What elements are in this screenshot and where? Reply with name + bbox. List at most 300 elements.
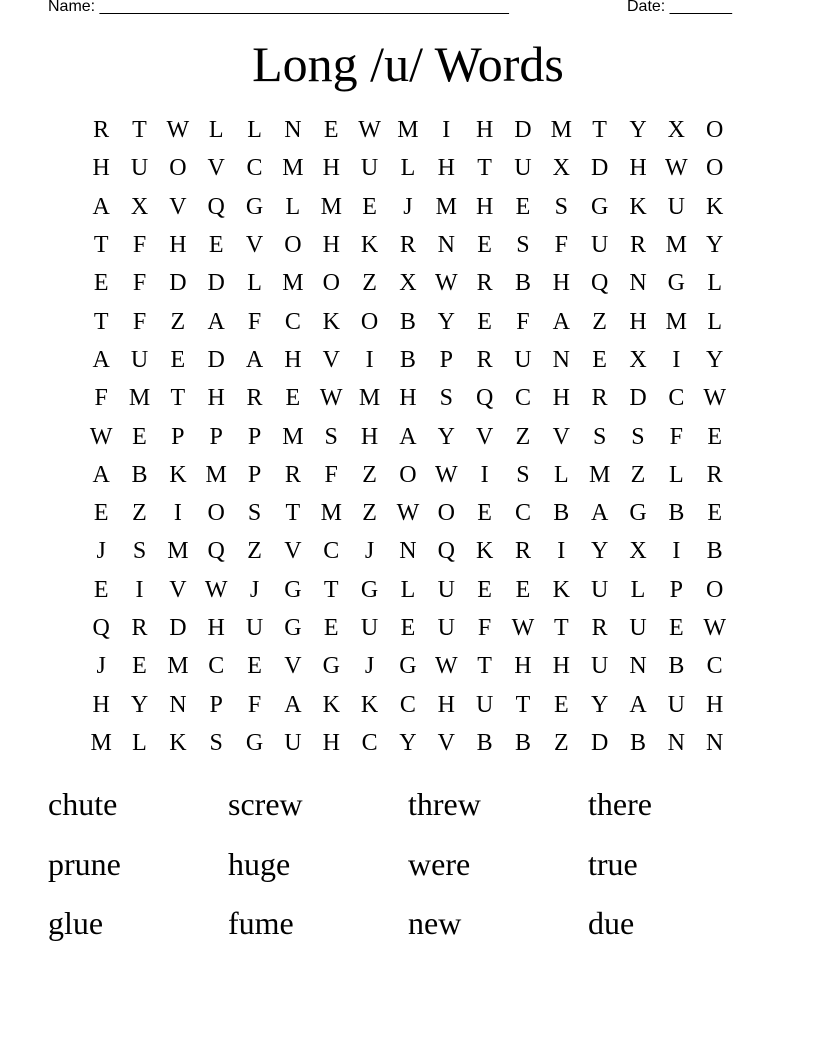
grid-letter: V	[437, 729, 455, 756]
page-title: Long /u/ Words	[252, 36, 564, 92]
grid-letter: I	[442, 117, 451, 144]
grid-letter: R	[476, 346, 493, 373]
grid-letter: C	[323, 538, 340, 565]
grid-letter: Q	[207, 538, 225, 565]
grid-row	[82, 417, 734, 455]
grid-letter: Q	[92, 615, 110, 641]
grid-letter: H	[552, 385, 570, 412]
grid-row	[82, 609, 734, 647]
word-bank-item: there	[588, 786, 652, 822]
grid-letter: I	[672, 346, 681, 373]
grid-letter: E	[362, 193, 377, 220]
grid-row	[82, 494, 734, 532]
word-search-grid	[82, 111, 734, 762]
grid-letter: Y	[706, 346, 724, 373]
grid-letter: T	[477, 653, 492, 680]
grid-letter: Q	[590, 270, 609, 297]
grid-letter: S	[324, 423, 338, 450]
grid-letter: K	[475, 538, 494, 565]
grid-letter: H	[552, 270, 570, 297]
grid-letter: Z	[515, 423, 531, 450]
grid-letter: F	[94, 385, 108, 412]
grid-letter: K	[322, 691, 340, 718]
grid-letter: N	[629, 270, 647, 297]
grid-letter: N	[629, 653, 647, 680]
grid-letter: K	[169, 729, 187, 756]
grid-letter: B	[668, 500, 685, 527]
grid-letter: N	[667, 729, 685, 756]
grid-letter: D	[207, 270, 225, 297]
grid-letter: Z	[170, 308, 186, 335]
grid-letter: U	[437, 576, 455, 603]
grid-letter: R	[591, 385, 608, 412]
grid-letter: E	[668, 615, 684, 641]
grid-letter: Q	[437, 538, 455, 565]
grid-letter: H	[322, 232, 340, 259]
grid-letter: Y	[590, 691, 609, 718]
grid-letter: X	[399, 270, 417, 297]
grid-letter: X	[629, 538, 647, 565]
grid-letter: P	[209, 691, 223, 718]
grid-letter: H	[92, 691, 110, 718]
grid-letter: R	[131, 615, 148, 641]
grid-row	[82, 571, 734, 609]
grid-letter: M	[282, 155, 304, 182]
grid-letter: X	[629, 346, 647, 373]
grid-letter: W	[434, 653, 458, 680]
grid-letter: E	[477, 500, 492, 527]
grid-letter: G	[322, 653, 340, 680]
grid-letter: B	[553, 500, 570, 527]
grid-letter: N	[437, 232, 455, 259]
grid-letter: H	[92, 155, 110, 182]
grid-letter: Z	[630, 461, 646, 488]
grid-letter: U	[667, 691, 685, 718]
grid-letter: V	[169, 576, 187, 603]
grid-letter: H	[322, 155, 340, 182]
grid-letter: T	[93, 232, 109, 259]
grid-letter: R	[514, 538, 531, 565]
grid-letter: D	[169, 615, 187, 641]
grid-letter: A	[590, 500, 609, 527]
grid-letter: L	[553, 461, 569, 488]
word-bank-item: glue	[48, 905, 104, 941]
grid-letter: O	[284, 232, 302, 259]
grid-letter: H	[629, 155, 647, 182]
grid-letter: C	[399, 691, 416, 718]
grid-letter: J	[364, 538, 375, 565]
grid-letter: A	[629, 691, 647, 718]
grid-letter: R	[284, 461, 301, 488]
grid-letter: U	[629, 615, 647, 641]
grid-letter: O	[207, 500, 225, 527]
grid-row	[82, 647, 734, 685]
grid-letter: R	[476, 270, 493, 297]
grid-letter: D	[590, 729, 609, 756]
grid-letter: V	[245, 232, 264, 259]
grid-letter: H	[437, 691, 455, 718]
grid-letter: E	[707, 423, 722, 450]
grid-letter: O	[322, 270, 340, 297]
word-bank-item: new	[408, 905, 462, 941]
grid-letter: I	[672, 538, 681, 565]
grid-row	[82, 456, 734, 494]
grid-letter: Y	[629, 117, 647, 144]
grid-row	[82, 188, 734, 226]
grid-letter: F	[669, 423, 683, 450]
grid-letter: T	[323, 576, 339, 603]
grid-letter: W	[665, 155, 688, 182]
grid-letter: L	[668, 461, 684, 488]
grid-letter: A	[92, 193, 110, 220]
grid-letter: E	[323, 117, 339, 144]
grid-letter: J	[364, 653, 375, 680]
grid-letter: E	[477, 308, 492, 335]
grid-letter: A	[92, 461, 110, 488]
grid-letter: W	[434, 270, 458, 297]
grid-letter: R	[246, 385, 263, 412]
grid-letter: D	[629, 385, 647, 412]
grid-letter: O	[399, 461, 417, 488]
grid-letter: H	[360, 423, 379, 450]
grid-letter: L	[247, 270, 262, 297]
grid-row	[82, 302, 734, 340]
grid-letter: H	[322, 729, 340, 756]
grid-letter: Z	[362, 500, 377, 527]
grid-letter: G	[360, 576, 379, 603]
word-bank-item: were	[408, 845, 471, 882]
word-bank-item: true	[588, 845, 638, 882]
grid-letter: H	[207, 385, 225, 412]
grid-letter: H	[552, 653, 570, 680]
grid-letter: L	[208, 117, 224, 144]
grid-letter: E	[132, 653, 147, 680]
grid-letter: Q	[207, 193, 225, 220]
word-bank-item: prune	[48, 845, 121, 882]
grid-letter: N	[706, 729, 724, 756]
grid-letter: T	[170, 385, 186, 412]
word-bank	[48, 780, 768, 959]
grid-letter: G	[629, 500, 647, 527]
grid-letter: E	[477, 576, 492, 603]
grid-letter: K	[360, 691, 379, 718]
grid-letter: J	[249, 576, 260, 603]
grid-letter: C	[361, 729, 378, 756]
grid-letter: M	[588, 461, 611, 488]
grid-letter: M	[665, 232, 687, 259]
grid-letter: J	[96, 538, 106, 565]
grid-letter: B	[668, 653, 685, 680]
grid-letter: C	[706, 653, 723, 680]
grid-letter: U	[437, 615, 455, 641]
grid-letter: F	[554, 232, 568, 259]
grid-letter: U	[514, 346, 532, 373]
grid-letter: K	[322, 308, 340, 335]
grid-letter: M	[90, 729, 112, 756]
grid-letter: L	[285, 193, 301, 220]
grid-letter: V	[552, 423, 570, 450]
grid-letter: Y	[399, 729, 417, 756]
grid-letter: W	[703, 385, 726, 412]
grid-letter: L	[400, 155, 416, 182]
grid-letter: H	[169, 232, 187, 259]
grid-letter: P	[209, 423, 223, 450]
grid-letter: V	[475, 423, 494, 450]
grid-letter: R	[93, 117, 110, 144]
grid-letter: F	[324, 461, 338, 488]
name-field-label: Name: ______________________________________________	[48, 0, 509, 15]
grid-letter: C	[284, 308, 301, 335]
grid-letter: G	[590, 193, 609, 220]
grid-row	[82, 379, 734, 417]
grid-letter: Z	[132, 500, 147, 527]
grid-row	[82, 226, 734, 264]
grid-letter: L	[707, 270, 722, 297]
grid-letter: M	[435, 193, 457, 220]
grid-letter: E	[93, 500, 109, 527]
grid-letter: S	[516, 232, 530, 259]
grid-letter: G	[667, 270, 685, 297]
grid-letter: W	[319, 385, 343, 412]
grid-letter: F	[477, 615, 492, 641]
grid-letter: M	[282, 270, 304, 297]
grid-letter: M	[205, 461, 227, 488]
grid-letter: M	[358, 385, 381, 412]
grid-letter: Z	[553, 729, 569, 756]
grid-letter: U	[284, 729, 302, 756]
grid-letter: V	[207, 155, 225, 182]
grid-letter: D	[590, 155, 609, 182]
grid-letter: C	[246, 155, 263, 182]
grid-letter: F	[516, 308, 530, 335]
grid-letter: S	[132, 538, 147, 565]
grid-letter: W	[204, 576, 228, 603]
grid-letter: V	[322, 346, 340, 373]
grid-letter: P	[669, 576, 683, 603]
grid-row	[82, 685, 734, 723]
grid-letter: A	[399, 423, 417, 450]
grid-letter: O	[169, 155, 187, 182]
grid-letter: G	[245, 729, 264, 756]
grid-letter: I	[365, 346, 374, 373]
grid-letter: H	[207, 615, 225, 641]
grid-letter: S	[439, 385, 453, 412]
grid-letter: L	[400, 576, 416, 603]
grid-letter: W	[703, 615, 726, 641]
grid-letter: T	[93, 308, 109, 335]
grid-letter: P	[171, 423, 185, 450]
grid-letter: P	[247, 423, 262, 450]
grid-letter: H	[437, 155, 455, 182]
grid-letter: E	[93, 270, 109, 297]
grid-letter: R	[399, 232, 416, 259]
grid-letter: T	[285, 500, 301, 527]
grid-letter: C	[208, 653, 225, 680]
grid-letter: T	[477, 155, 492, 182]
grid-letter: J	[96, 653, 106, 680]
grid-letter: G	[284, 615, 302, 641]
grid-letter: A	[552, 308, 570, 335]
grid-letter: E	[247, 653, 262, 680]
grid-letter: U	[590, 576, 609, 603]
grid-letter: L	[707, 308, 722, 335]
grid-letter: U	[667, 193, 685, 220]
grid-letter: U	[590, 653, 609, 680]
grid-letter: F	[132, 270, 147, 297]
grid-letter: Q	[475, 385, 494, 412]
grid-letter: V	[284, 538, 302, 565]
word-bank-item: screw	[228, 786, 303, 822]
grid-letter: W	[89, 423, 113, 450]
grid-letter: E	[515, 193, 531, 220]
grid-letter: X	[552, 155, 570, 182]
grid-letter: E	[208, 232, 224, 259]
grid-letter: E	[132, 423, 147, 450]
grid-letter: W	[358, 117, 381, 144]
grid-letter: B	[399, 308, 416, 335]
grid-letter: C	[514, 500, 531, 527]
grid-letter: B	[131, 461, 148, 488]
grid-letter: F	[132, 308, 147, 335]
grid-letter: A	[284, 691, 302, 718]
grid-letter: G	[245, 193, 264, 220]
header-line	[0, 0, 816, 20]
grid-letter: K	[629, 193, 647, 220]
grid-letter: S	[631, 423, 645, 450]
grid-letter: U	[590, 232, 609, 259]
grid-letter: A	[245, 346, 264, 373]
grid-letter: Y	[130, 691, 149, 718]
grid-letter: N	[284, 117, 302, 144]
grid-letter: S	[209, 729, 223, 756]
grid-letter: U	[245, 615, 264, 641]
grid-letter: S	[592, 423, 607, 450]
grid-letter: O	[360, 308, 379, 335]
grid-letter: R	[706, 461, 723, 488]
grid-letter: X	[130, 193, 149, 220]
grid-letter: N	[169, 691, 187, 718]
grid-letter: H	[706, 691, 724, 718]
grid-letter: H	[475, 117, 494, 144]
grid-letter: R	[629, 232, 646, 259]
grid-letter: U	[514, 155, 532, 182]
grid-letter: H	[629, 308, 647, 335]
grid-letter: G	[399, 653, 417, 680]
grid-letter: H	[475, 193, 494, 220]
grid-letter: Z	[362, 461, 377, 488]
grid-letter: U	[130, 155, 149, 182]
grid-letter: Z	[362, 270, 377, 297]
grid-row	[82, 724, 734, 762]
grid-letter: T	[553, 615, 569, 641]
grid-letter: J	[403, 193, 413, 220]
word-bank-item: chute	[48, 786, 118, 822]
grid-letter: E	[515, 576, 531, 603]
date-field-label: Date: _______	[627, 0, 732, 15]
grid-letter: U	[130, 346, 149, 373]
grid-letter: A	[207, 308, 225, 335]
grid-letter: S	[247, 500, 262, 527]
grid-letter: M	[320, 500, 342, 527]
grid-letter: Z	[247, 538, 262, 565]
grid-letter: O	[706, 117, 724, 144]
grid-letter: F	[247, 691, 262, 718]
grid-letter: Y	[437, 423, 455, 450]
grid-letter: E	[707, 500, 722, 527]
grid-letter: W	[434, 461, 458, 488]
grid-letter: F	[247, 308, 262, 335]
grid-letter: I	[135, 576, 144, 603]
grid-row	[82, 341, 734, 379]
grid-letter: F	[132, 232, 147, 259]
grid-letter: M	[665, 308, 687, 335]
word-bank-item: due	[588, 905, 635, 941]
grid-letter: B	[476, 729, 493, 756]
grid-letter: W	[511, 615, 535, 641]
grid-letter: K	[552, 576, 570, 603]
grid-letter: O	[706, 576, 724, 603]
grid-letter: G	[284, 576, 302, 603]
grid-letter: D	[207, 346, 225, 373]
grid-letter: W	[166, 117, 190, 144]
grid-letter: U	[360, 155, 379, 182]
grid-letter: X	[667, 117, 685, 144]
grid-letter: N	[399, 538, 417, 565]
grid-letter: T	[132, 117, 147, 144]
grid-letter: H	[284, 346, 302, 373]
grid-letter: E	[93, 576, 109, 603]
grid-row	[82, 111, 734, 149]
grid-letter: H	[514, 653, 532, 680]
grid-letter: B	[514, 729, 531, 756]
grid-letter: B	[629, 729, 646, 756]
grid-letter: H	[399, 385, 417, 412]
grid-letter: C	[668, 385, 685, 412]
grid-letter: O	[437, 500, 455, 527]
grid-letter: P	[247, 461, 262, 488]
grid-letter: C	[514, 385, 531, 412]
grid-letter: D	[514, 117, 532, 144]
grid-letter: E	[285, 385, 301, 412]
grid-letter: M	[550, 117, 572, 144]
grid-letter: M	[167, 538, 189, 565]
grid-letter: K	[360, 232, 379, 259]
grid-letter: K	[706, 193, 724, 220]
grid-letter: B	[706, 538, 723, 565]
grid-letter: Y	[706, 232, 724, 259]
word-bank-item: huge	[228, 845, 291, 882]
grid-letter: V	[284, 653, 302, 680]
grid-row	[82, 264, 734, 302]
grid-letter: U	[475, 691, 494, 718]
grid-letter: E	[400, 615, 416, 641]
grid-letter: A	[92, 346, 110, 373]
grid-letter: I	[480, 461, 489, 488]
grid-letter: L	[132, 729, 147, 756]
grid-letter: P	[439, 346, 453, 373]
grid-letter: T	[592, 117, 607, 144]
grid-letter: K	[169, 461, 187, 488]
grid-letter: I	[173, 500, 182, 527]
grid-letter: B	[514, 270, 531, 297]
grid-letter: E	[170, 346, 186, 373]
grid-letter: I	[557, 538, 566, 565]
grid-letter: E	[477, 232, 492, 259]
grid-letter: B	[399, 346, 416, 373]
grid-letter: D	[169, 270, 187, 297]
grid-letter: S	[516, 461, 530, 488]
grid-letter: Z	[592, 308, 607, 335]
